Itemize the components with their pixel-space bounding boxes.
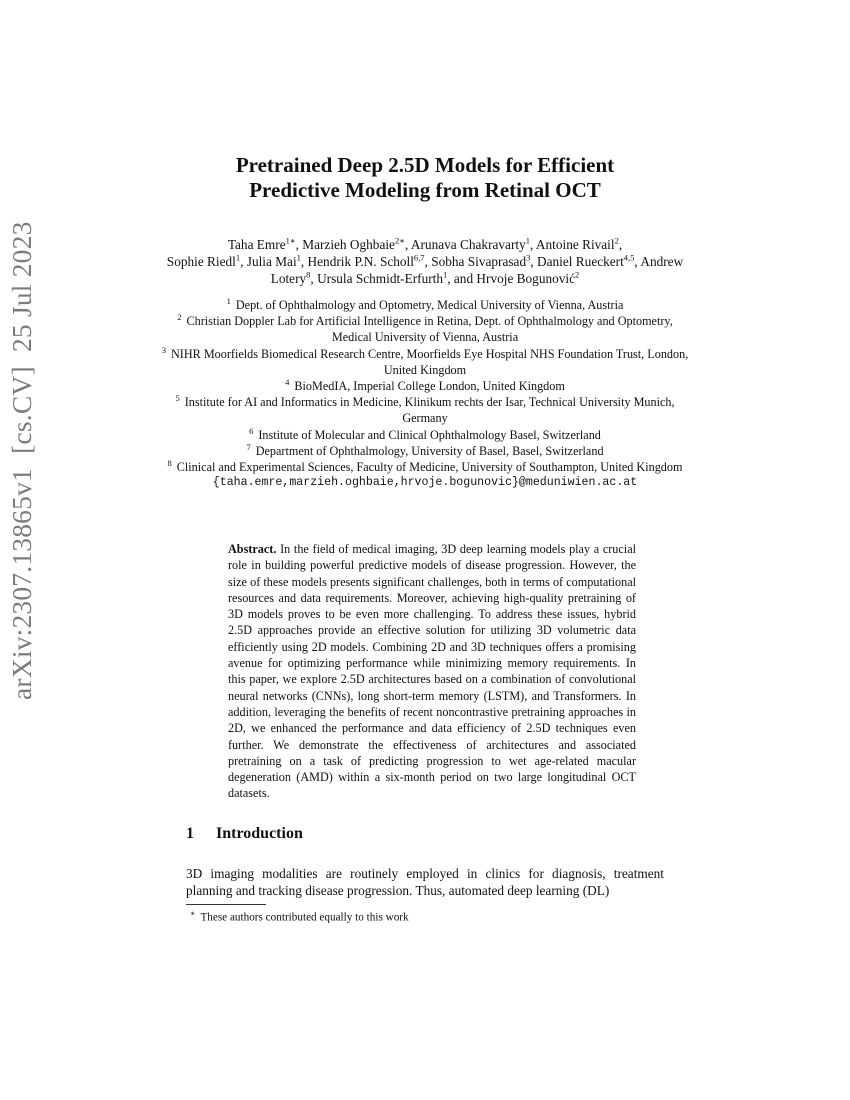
footnote-text: These authors contributed equally to this work	[200, 911, 409, 924]
author: Hrvoje Bogunović$^2$	[476, 269, 580, 286]
author: Taha Emre$^{1∗}$	[227, 235, 296, 252]
author: Marzieh Oghbaie$^{2∗}$	[302, 235, 405, 252]
affiliation: $^5$ Institute for AI and Informatics in Medicine, Klinikum rechts der Isar, Technical University Munich, Germany	[175, 393, 675, 426]
author: Arunava Chakravarty$^1$	[410, 235, 530, 252]
affiliation: $^7$ Department of Ophthalmology, University of Basel, Basel, Switzerland	[246, 441, 604, 458]
author: Julia Mai$^1$	[246, 252, 301, 269]
affiliation-list	[160, 297, 690, 491]
affiliation: $^8$ Clinical and Experimental Sciences, Faculty of Medicine, University of Southampton, United Kingdom	[167, 457, 683, 475]
author: Antoine Rivail$^2$	[535, 235, 619, 252]
affiliation: $^1$ Dept. of Ophthalmology and Optometry, Medical University of Vienna, Austria	[226, 295, 624, 312]
abstract-text: In the field of medical imaging, 3D deep learning models play a crucial role in building powerful predictive models of disease progression. However, the size of these models presents significant challenges, both in terms of computational resources and data requirements. Moreover, achieving high-quality pretraining of 3D models proves to be even more challenging. To address these issues, hybrid 2.5D approaches provide an effective solution for utilizing 3D volumetric data efficiently using 2D models. Combining 2D and 3D techniques offers a promising avenue for optimizing performance while minimizing memory requirements. In this paper, we explore 2.5D architectures based on a combination of convolutional neural networks (CNNs), long short-term memory (LSTM), and Transformers. In addition, leveraging the benefits of recent noncontrastive pretraining approaches in 2D, we enhanced the performance and data efficiency of 2.5D techniques even further. We demonstrate the effectiveness of architectures and associated pretraining on a task of predicting progression to wet age-related macular degeneration (AMD) within a six-month period on two large longitudinal OCT datasets.	[228, 542, 636, 801]
author: Daniel Rueckert$^{4,5}$	[537, 252, 635, 269]
abstract	[228, 541, 636, 802]
author: Andrew Lotery$^8$	[270, 254, 684, 286]
section-body: 3D imaging modalities are routinely employed in clinics for diagnosis, treatment planning and tracking disease progression. Thus, automated deep learning (DL)	[186, 866, 664, 898]
section-number: 1	[186, 825, 194, 842]
author: Ursula Schmidt-Erfurth$^1$	[317, 269, 448, 286]
affiliation: $^4$ BioMedIA, Imperial College London, United Kingdom	[285, 376, 565, 394]
footnote-marker: ∗	[190, 909, 196, 918]
title-line-1: Pretrained Deep 2.5D Models for Efficient	[235, 153, 615, 177]
contact-email[interactable]: {taha.emre,marzieh.oghbaie,hrvoje.bogunovic}@meduniwien.ac.at	[212, 476, 638, 490]
footnote	[190, 909, 409, 924]
footnote-rule	[186, 904, 266, 905]
author: Sobha Sivaprasad$^3$	[431, 252, 531, 269]
author-list: Taha Emre$^{1∗}$, Marzieh Oghbaie$^{2∗}$, Arunava Chakravarty$^1$, Antoine Rivail$^2$, Sophie Riedl$^1$, Julia Mai$^1$, Hendrik P.N. Scholl$^{6,7}$, Sobha Sivaprasad$^3$, Daniel Rueckert$^{4,5}$, Andrew Lotery$^8$, Ursula Schmidt-Erfurth$^1$, and Hrvoje Bogunović$^2$	[166, 235, 684, 286]
author: Sophie Riedl$^1$	[166, 252, 241, 269]
title-line-2: Predictive Modeling from Retinal OCT	[249, 178, 601, 202]
paper-title	[150, 153, 700, 203]
affiliation: $^3$ NIHR Moorfields Biomedical Research Centre, Moorfields Eye Hospital NHS Foundation Trust, London, United Kingdom	[161, 344, 689, 377]
section-heading	[186, 825, 303, 843]
arxiv-identifier-stamp: arXiv:2307.13865v1 [cs.CV] 25 Jul 2023	[6, 221, 37, 700]
affiliation: $^2$ Christian Doppler Lab for Artificial Intelligence in Retina, Dept. of Ophthalmology and Optometry, Medical University of Vienna, Austria	[177, 312, 673, 345]
abstract-label: Abstract.	[228, 542, 277, 556]
author: Hendrik P.N. Scholl$^{6,7}$	[307, 252, 425, 269]
affiliation: $^6$ Institute of Molecular and Clinical Ophthalmology Basel, Switzerland	[249, 425, 601, 442]
section-title: Introduction	[216, 825, 303, 842]
